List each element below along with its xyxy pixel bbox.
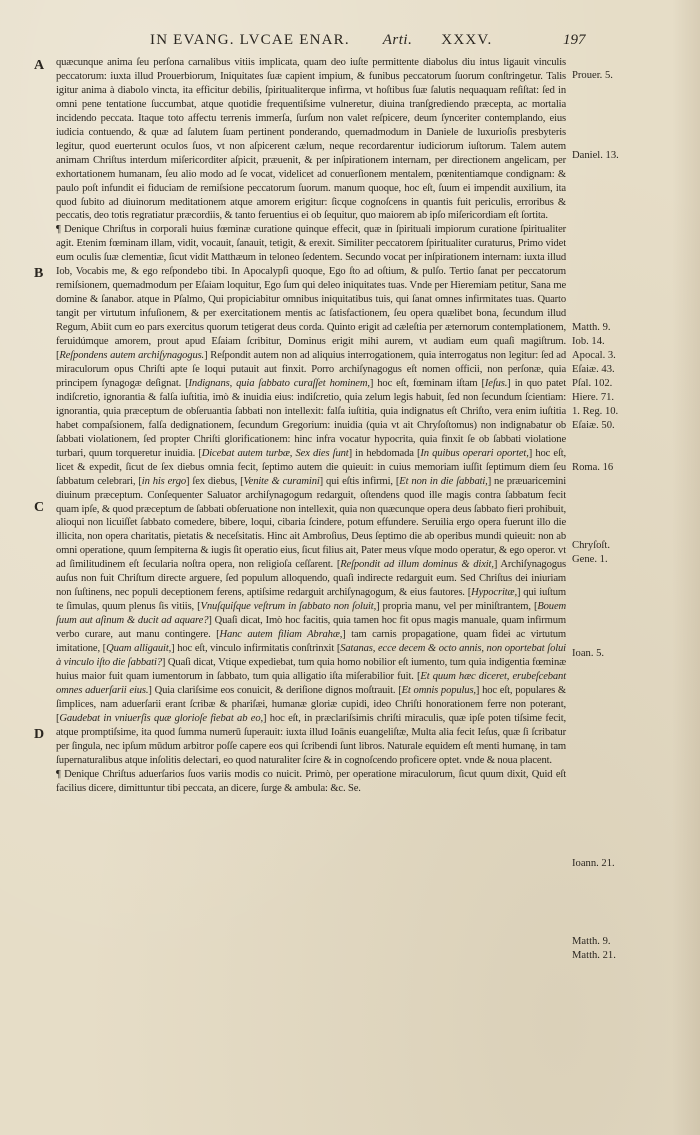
text-run: ] in hebdomada [	[348, 447, 421, 459]
text-run: ] Archiſynagogus auſus non fuit Chriſtum directe arguere, ſed populum alloquendo, quaſi indirecte redarguit eum. Sed Chriſtus dei iniuriam non ſuſtinens, nec populi deceptionem ferens, aptiſsime redarguit archiſynagogum, & eius fautores. [	[56, 559, 566, 599]
margin-note: Ioan. 5.	[572, 648, 605, 659]
text-run: quæcunque anima ſeu perſona carnalibus vitiis implicata, quam deo iuſte permittente diabolus diu intus ligauit vinculis peccatorum: iuxta illud Prouerbiorum, Iniquitates ſuæ capient impium, & funibus peccatorum ſuorum conſtringetur. Talis igitur anima à diabolo vincta, ita efficitur debilis, ſpiritualiterque infirma, vt hoſtibus ſuæ ſalutis nequaquam reſiſtat: ſed in omni pene tentatione ſuccumbat, atque quotidie frequentiſsime vulneretur, diuina tranſgrediendo præcepta, ac mortalia incidendo peccata. Itaque toto affectu terrenis immerſa, ſurſum non valet reſpicere, deum ſynceriter contemplando, eius iudicia contuendo, & quæ ad ſalutem ſuam pertinent ponderando, quemadmodum in Daniele de luxurioſis presbyteris legitur, quod euerterunt oculos ſuos, vt non aſpicerent cælum, neque recordarentur iudiciorum iuſtorum. Talem autem animam Chriſtus interdum miſericorditer aſpicit, præuenit, & per inſpirationem internam, per directionem angelicam, per exhortationem humanam, ſeu alio modo ad ſe vocat, videlicet ad conuerſionem mentalem, pœnitentiamque condignam: & paulo poſt infundit ei fiduciam de remiſsione peccatorum ſuorum. manum quoque, hoc eſt, ſuum ei impendit auxilium, ita quod ſubito ad diuinorum meditationem atque amorem erigitur: ſicque cognoſcens in quantis fuit periculis, erroribus & peccatis, deo totis regratiatur præcordiis, & tanto feruentius ei ob ſequitur, quo maiorem ab ipſo miſericordiam eſt ſortita.	[56, 57, 566, 222]
margin-note: Eſaiæ. 50.	[572, 420, 615, 431]
text-run: ] hoc eſt, vinculo infirmitatis conſtrinxit [	[171, 643, 341, 655]
quoted-lemma: Et non in die ſabbati,	[399, 475, 488, 487]
text-run: ¶ Denique Chriſtus in corporali huius fœminæ curatione quinque effecit, quæ in ſpirituali impiorum curatione ſpiritualiter agit. Etenim fœminam illam, vidit, vocauit, ſanauit, tetigit, & erexit. Similiter peccatorem ſpiritualiter curaturus, Primo videt eum oculis ſuæ clementiæ, ſicut vidit Matthæum in teloneo ſedentem. Secundo vocat per inſpirationem internam: iuxta illud Iob, Vocabis me, & ego reſpondebo tibi. In Apocalypſi quoque, Ego ſto ad oſtium, & pulſo. Tertio ſanat per peccatorum remiſsionem, quemadmodum per Eſaiam loquitur, Ego ſum qui deleo iniquitates tuas. Vnde per Hieremiam petitur, Sana me domine & ſanabor. atque in Pſalmo, Qui propiciabitur omnibus iniquitatibus tuis, qui ſanat omnes infirmitates tuas. Quarto tangit per virtutum infuſionem, & per exercitationem mentis ac ſatisfactionem, ſeu opera quælibet bona, ſecundum illud Regum, Abiit cum eo pars exercitus quorum tetigerat deus corda. Quinto erigit ad cæleſtia per æternorum contemplationem, feruidúmque amorem, prout apud Eſaiam ſcribitur, Dominus erigit mihi aurem, vt audiam eum quaſi magiſtrum. [	[56, 224, 566, 362]
quoted-lemma: Reſpondit ad illum dominus & dixit,	[340, 559, 494, 571]
quoted-lemma: in his ergo	[141, 475, 187, 487]
text-run: ] propria manu, vel per miniſtrantem, [	[376, 601, 538, 613]
text-run: ] Quaſi dicat, Imò hoc facitis, quia tamen hoc fit opus magis manuale, quam infirmum verbo curare, aut manu contingere. [	[56, 615, 566, 641]
section-letter-d: D	[34, 727, 45, 742]
main-text	[56, 56, 566, 796]
margin-note: Apocal. 3.	[572, 350, 616, 361]
quoted-lemma: Hanc autem filiam Abrahæ,	[219, 629, 343, 641]
margin-note: Eſaiæ. 43.	[572, 364, 615, 375]
text-run: ] qui eſtis infirmi, [	[319, 475, 400, 487]
quoted-lemma: Et omnis populus,	[401, 684, 476, 696]
margin-note: 1. Reg. 10.	[572, 406, 619, 417]
quoted-lemma: In quibus operari oportet,	[420, 447, 529, 459]
margin-note: Pſal. 102.	[572, 378, 613, 389]
running-header	[150, 32, 580, 49]
paragraph	[56, 223, 566, 767]
running-title: IN EVANG. LVCAE ENAR.	[150, 32, 350, 48]
margin-note: Matth. 9.	[572, 936, 611, 947]
section-letter-b: B	[34, 266, 44, 281]
margin-note: Roma. 16	[572, 462, 614, 473]
article-label: Arti.	[382, 32, 413, 48]
page-number: 197	[563, 32, 586, 48]
text-run: ] hoc eſt, populares & ſimplices, nam aduerſarii erant ſcribæ & phariſæi, humanæ gloriæ cupidi, ideo Chriſti honorationem ferre non poterant, [	[56, 684, 566, 724]
margin-note: Iob. 14.	[572, 336, 605, 347]
quoted-lemma: Gaudebat in vniuerſis quæ glorioſe fiebat ab eo,	[59, 712, 263, 724]
margin-note: Matth. 21.	[572, 950, 616, 961]
section-letter-a: A	[34, 58, 45, 73]
paragraph	[56, 56, 566, 223]
quoted-lemma: Ieſus.	[484, 377, 508, 389]
text-run: ] ne præuaricemini diuinum præceptum. Conſequenter Saluator archiſynagogum redarguit, oſtendens quod ille magis contra ſabbatum fecit quam ipſe, & quod præceptum de ſabbati obſeruatione non intellexit, quia non quæcunque opera deus ſabbato fieri prohibuit, alioqui non licuiſſet ſabbato comedere, bibere, loqui, cibaria ſcindere, potum effundere. Seruilia ergo opera fuerunt illo die illicita, non opera charitatis, pietatis & neceſsitatis. Hinc ait Ambroſius, Deus ſeptimo die ab operibus mundi quieuit: non ab omni operatione, quum ſempiterna & iugis ſit operatio eius, ſicut filius ait, Pater meus vſque modo operatur, & ego operor. vt ad ſimilitudinem eſt ſecularia noſtra opera, non religioſa ceſſarent. [	[56, 475, 566, 571]
quoted-lemma: Dicebat autem turbæ, Sex dies ſunt	[201, 447, 349, 459]
text-run: ] Quia clariſsime eos conuicit, & deriſione dignos moſtrauit. [	[148, 684, 402, 696]
text-run: ] in quo patet indiſcretio, ignorantia & falſa iuſtitia, imò & inuidia eius: indiſcretio, quia zelum legis habuit, ſed non ſecundum ſcientiam: ignorantia, quia præceptum de obſeruantia ſabbati non intellexit: falſa iuſtitia, quia indignatus eſt Chriſto, vera enim iuſtitia habet compaſsionem, falſa dedignationem, ſecundum Gregorium: inuidia (quia vt ait Chryſoſtomus) non indignabatur ob ſabbati violationem, ſed propter Chriſti glorificationem: hinc infra vocatur hypocrita, quia finxit ſe ob ſabbati violatione turbari, quum torqueretur inuidia. [	[56, 377, 567, 459]
text-run: ] ſex diebus, [	[186, 475, 244, 487]
margin-note: Hiere. 71.	[572, 392, 615, 403]
text-run: ] hoc eſt, fœminam iſtam [	[369, 377, 485, 389]
quoted-lemma: Bouem ſuum aut aſinum & ducit ad aquare?	[56, 601, 566, 627]
margin-note: Prouer. 5.	[572, 70, 613, 81]
quoted-lemma: Reſpondens autem archiſynagogus.	[59, 350, 205, 362]
text-run: ] tam carnis propagatione, quam fidei ac virtutum imitatione, [	[56, 629, 566, 655]
quoted-lemma: Quam alligauit,	[106, 643, 172, 655]
margin-note: Ioann. 21.	[572, 858, 615, 869]
paragraph	[56, 768, 566, 796]
quoted-lemma: Hypocritæ,	[471, 587, 517, 599]
quoted-lemma: Satanas, ecce decem & octo annis, non oportebat ſolui à vinculo iſto die ſabbati?	[56, 643, 566, 668]
quoted-lemma: Venite & curamini	[243, 475, 320, 487]
margin-note: Matth. 9.	[572, 322, 611, 333]
text-run: ] Quaſi dicat, Vtique expediebat, tum quia homo nobilior eſt iumento, tum quia indigentia fœminæ huius maior fuit quam iumentorum in ſabbato, tum quia alligatio iſta miſerabilior fuit. [	[56, 656, 567, 682]
section-letter-c: C	[34, 500, 45, 515]
text-run: ] hoc eſt, in præclariſsimis chriſti miraculis, quæ ipſe poten tiſsime fecit, atque promptiſsime, ita quod ſumma numerū ſuperauit: iuxta illud Ioānis euangeliſtæ, Multa alia fecit Ieſus, quæ ſi ſcribatur per ſingula, nec ipſum mūdum arbitror poſſe capere eos qui ſcribendi ſunt libros. Naturale equidem eſt menti humanę, in tam ſupernaturalibus atque inſolitis delectari, eo quod naturaliter ſcire & in cognoſcendo proficere optet. vnde & noua placent.	[56, 712, 566, 766]
text-run: ] Reſpondit autem non ad aliquius interrogationem, quia interrogatus non legitur: ſed ad miraculorum opus Chriſti apte ſe loqui putauit aut finxit. Porro archiſynagogus eſt nomen officii, non perſonæ, quia principem ſynagogæ deſignat. [	[56, 350, 566, 389]
quoted-lemma: Vnuſquiſque veſtrum in ſabbato non ſoluit,	[200, 601, 377, 613]
margin-note: Chryſoſt.	[572, 540, 610, 551]
margin-note: Gene. 1.	[572, 554, 608, 565]
page-edge-shadow	[672, 0, 700, 1135]
text-run: ] qui iuſtum te ſimulas, quum plenus ſis vitiis, [	[56, 587, 566, 613]
quoted-lemma: Et quum hæc diceret, erubeſcebant omnes aduerſarii eius.	[56, 670, 566, 696]
text-run: ] hoc eſt, licet & expedit, ſicut de ſex diebus omnia fecit, ſeptimo autem die quieuit: in cuius memoriam iuſſit ſeptimum diem ſeu ſabbatum celebrari, [	[56, 447, 567, 487]
article-number: XXXV.	[441, 32, 493, 48]
margin-note: Daniel. 13.	[572, 150, 619, 161]
text-run: ¶ Denique Chriſtus aduerſarios ſuos variis modis co nuicit. Primò, per operatione miraculorum, ſicut quum dixit, Quid eſt facilius dicere, dimittuntur tibi peccata, an dicere, ſurge & ambula: &c. Se.	[56, 768, 566, 794]
quoted-lemma: Indignans, quia ſabbato curaſſet hominem,	[188, 377, 370, 389]
